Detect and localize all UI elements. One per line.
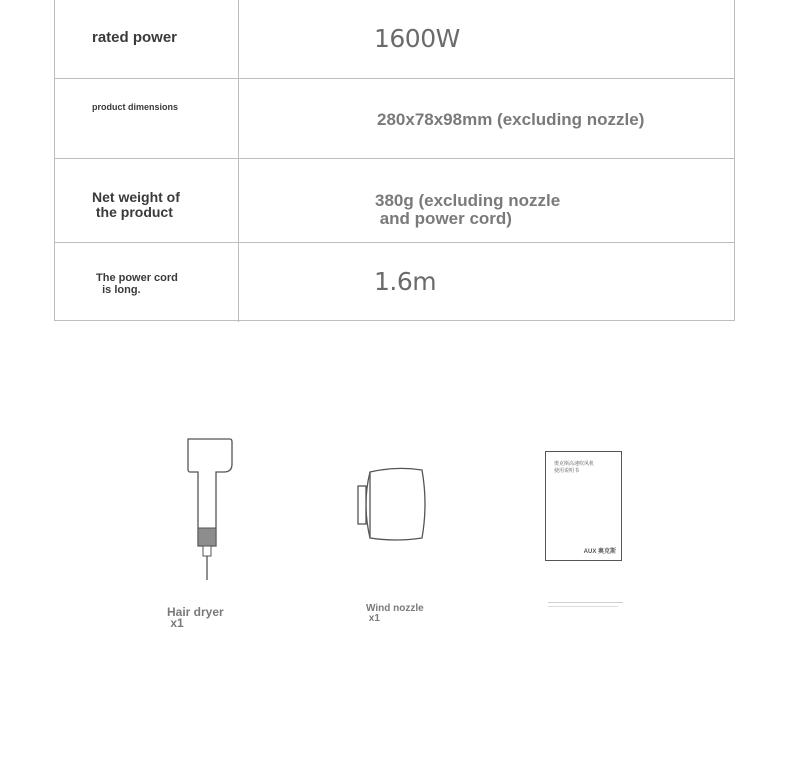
spec-value-dimensions: 280x78x98mm (excluding nozzle): [377, 110, 645, 129]
spec-label-rated-power: rated power: [92, 29, 178, 46]
spec-table: [54, 0, 735, 322]
column-divider: [238, 0, 239, 322]
booklet-brand-logo: AUX 奥克斯: [583, 549, 616, 555]
row-divider: [54, 78, 735, 79]
manual-caption-line: [548, 606, 618, 607]
wind-nozzle-caption: Wind nozzle x1: [366, 603, 424, 624]
spec-label-cord-length: The power cord is long.: [96, 272, 178, 296]
spec-label-net-weight: Net weight of the product: [92, 189, 180, 220]
manual-caption-line: [548, 602, 623, 603]
manual-booklet-image: [545, 451, 622, 561]
booklet-subtitle: 使用说明书: [554, 468, 580, 474]
spec-value-rated-power: 1600W: [374, 24, 460, 53]
row-divider: [54, 158, 735, 159]
wind-nozzle-image: [356, 464, 436, 544]
booklet-title: 奥克斯高速吹风机: [554, 461, 595, 467]
hair-dryer-caption: Hair dryer x1: [167, 605, 224, 631]
spec-value-cord-length: 1.6m: [374, 267, 437, 296]
row-divider: [54, 242, 735, 243]
hair-dryer-image: [180, 434, 240, 584]
spec-value-net-weight: 380g (excluding nozzle and power cord): [375, 191, 561, 228]
spec-label-dimensions: product dimensions: [92, 102, 179, 112]
